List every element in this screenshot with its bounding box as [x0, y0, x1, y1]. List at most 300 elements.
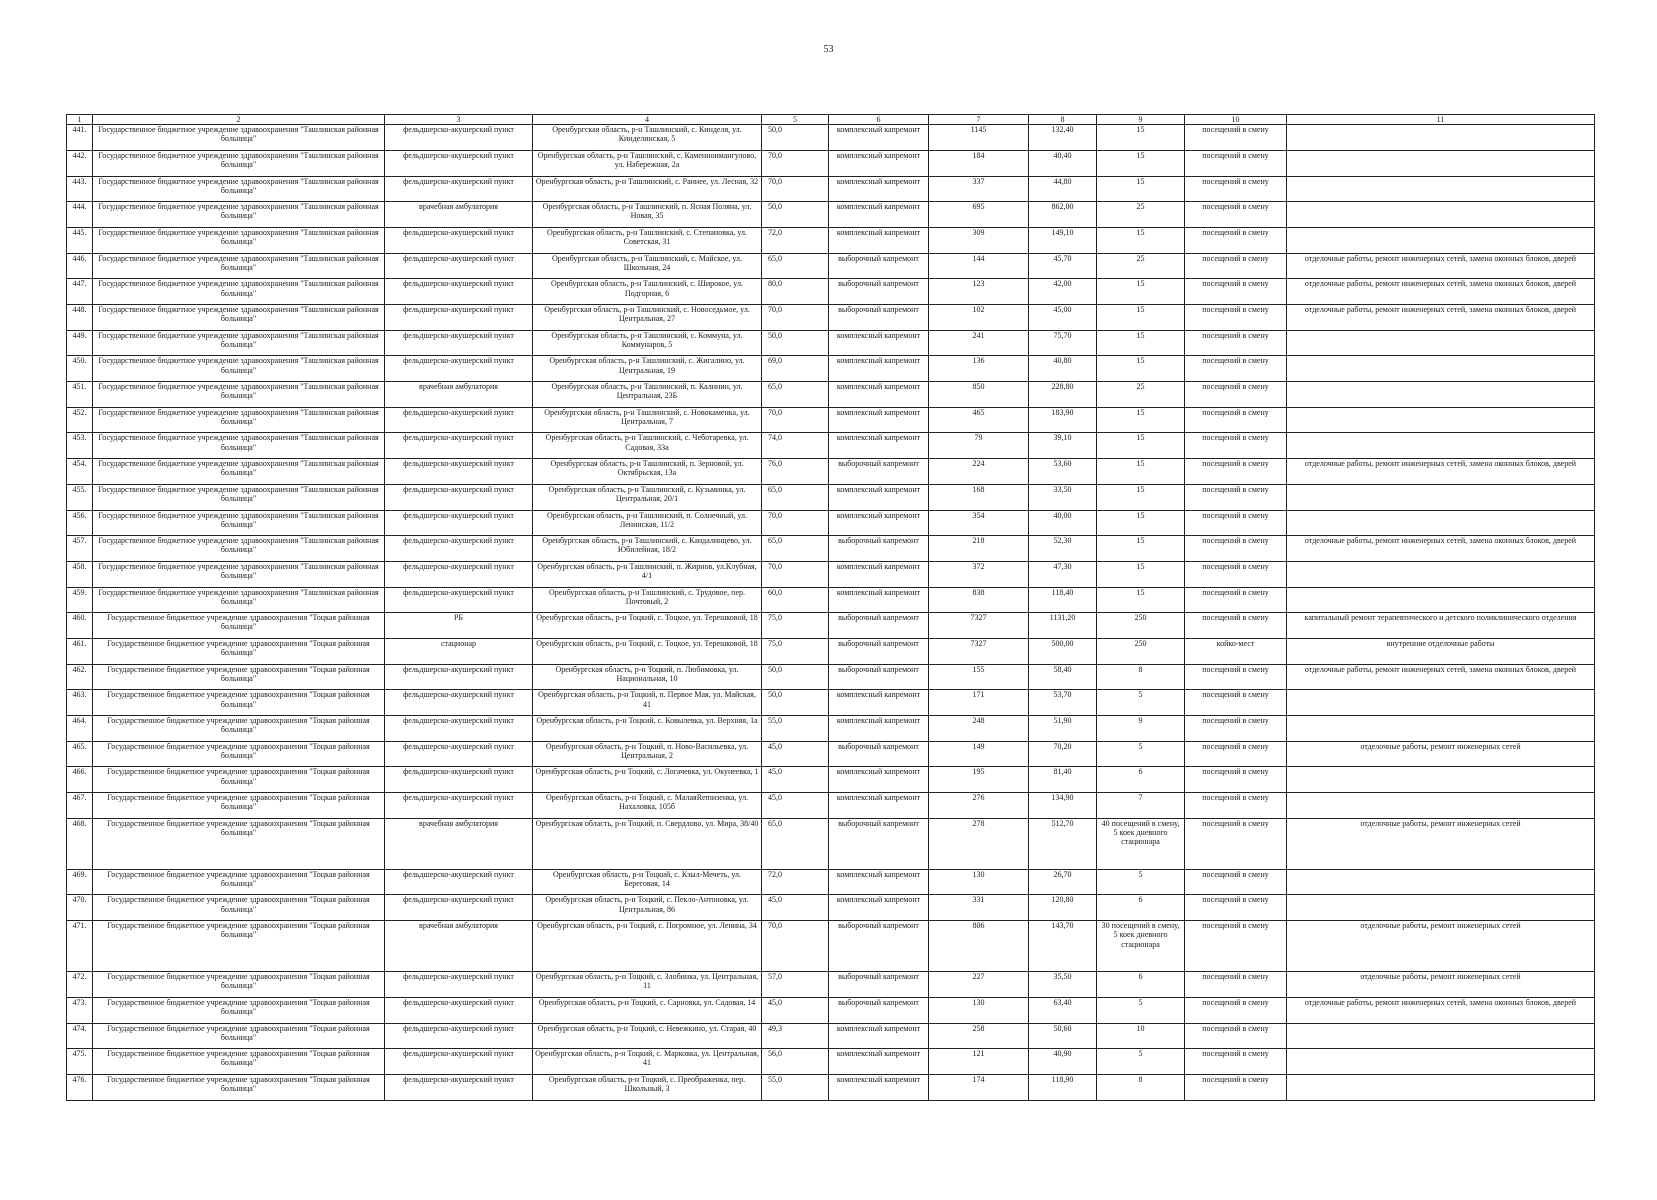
cell-capacity: 7 — [1097, 793, 1185, 819]
cell-capacity: 250 — [1097, 638, 1185, 664]
cell-repair-type: комплексный капремонт — [829, 767, 929, 793]
cell-facility-type: РБ — [385, 613, 533, 639]
cell-capacity: 25 — [1097, 253, 1185, 279]
cell-row-number: 471. — [67, 921, 93, 972]
cell-facility-type: стационар — [385, 638, 533, 664]
cell-institution: Государственное бюджетное учреждение здравоохранения "Ташлинская районная больница" — [93, 279, 385, 305]
cell-wear-percent: 45,0 — [762, 793, 829, 819]
cell-area: 79 — [929, 433, 1029, 459]
table-row — [67, 176, 1595, 202]
cell-cost: 228,80 — [1029, 382, 1097, 408]
cell-row-number: 442. — [67, 150, 93, 176]
cell-repair-type: выборочный капремонт — [829, 279, 929, 305]
cell-capacity: 15 — [1097, 459, 1185, 485]
cell-institution: Государственное бюджетное учреждение здравоохранения "Ташлинская районная больница" — [93, 253, 385, 279]
cell-capacity: 5 — [1097, 1049, 1185, 1075]
cell-repair-type: комплексный капремонт — [829, 382, 929, 408]
cell-institution: Государственное бюджетное учреждение здравоохранения "Тоцкая районная больница" — [93, 638, 385, 664]
column-header-7: 7 — [929, 115, 1029, 125]
cell-row-number: 456. — [67, 510, 93, 536]
cell-repair-type: комплексный капремонт — [829, 484, 929, 510]
cell-repair-type: комплексный капремонт — [829, 407, 929, 433]
cell-row-number: 452. — [67, 407, 93, 433]
cell-institution: Государственное бюджетное учреждение здравоохранения "Ташлинская районная больница" — [93, 202, 385, 228]
table-row — [67, 253, 1595, 279]
cell-capacity: 25 — [1097, 382, 1185, 408]
cell-works-description: отделочные работы, ремонт инженерных сетей, замена оконных блоков, дверей — [1287, 664, 1595, 690]
cell-area: 276 — [929, 793, 1029, 819]
cell-cost: 53,70 — [1029, 690, 1097, 716]
cell-works-description — [1287, 382, 1595, 408]
cell-repair-type: выборочный капремонт — [829, 664, 929, 690]
cell-row-number: 450. — [67, 356, 93, 382]
cell-cost: 500,00 — [1029, 638, 1097, 664]
table-row — [67, 587, 1595, 613]
cell-repair-type: комплексный капремонт — [829, 895, 929, 921]
column-header-6: 6 — [829, 115, 929, 125]
cell-repair-type: комплексный капремонт — [829, 1049, 929, 1075]
cell-capacity: 8 — [1097, 1074, 1185, 1100]
cell-capacity-unit: посещений в смену — [1185, 1049, 1287, 1075]
cell-address: Оренбургская область, р-н Ташлинский, с. Кинделя, ул. Кинделинская, 5 — [533, 125, 762, 151]
cell-address: Оренбургская область, р-н Тоцкий, с. Логачевка, ул. Окунеевка, 1 — [533, 767, 762, 793]
cell-cost: 42,00 — [1029, 279, 1097, 305]
cell-area: 184 — [929, 150, 1029, 176]
cell-works-description — [1287, 767, 1595, 793]
column-header-11: 11 — [1287, 115, 1595, 125]
cell-works-description: отделочные работы, ремонт инженерных сетей, замена оконных блоков, дверей — [1287, 997, 1595, 1023]
cell-works-description — [1287, 433, 1595, 459]
table-row — [67, 150, 1595, 176]
cell-area: 102 — [929, 305, 1029, 331]
cell-repair-type: комплексный капремонт — [829, 356, 929, 382]
cell-wear-percent: 50,0 — [762, 664, 829, 690]
cell-area: 309 — [929, 227, 1029, 253]
cell-cost: 52,30 — [1029, 536, 1097, 562]
table-row — [67, 279, 1595, 305]
cell-capacity-unit: посещений в смену — [1185, 767, 1287, 793]
cell-works-description: отделочные работы, ремонт инженерных сетей, замена оконных блоков, дверей — [1287, 459, 1595, 485]
cell-row-number: 473. — [67, 997, 93, 1023]
cell-row-number: 449. — [67, 330, 93, 356]
cell-address: Оренбургская область, р-н Ташлинский, с. Коммуна, ул. Коммунаров, 5 — [533, 330, 762, 356]
cell-institution: Государственное бюджетное учреждение здравоохранения "Тоцкая районная больница" — [93, 921, 385, 972]
cell-capacity: 6 — [1097, 767, 1185, 793]
cell-area: 195 — [929, 767, 1029, 793]
cell-cost: 58,40 — [1029, 664, 1097, 690]
cell-institution: Государственное бюджетное учреждение здравоохранения "Ташлинская районная больница" — [93, 330, 385, 356]
cell-wear-percent: 60,0 — [762, 587, 829, 613]
cell-facility-type: врачебная амбулатория — [385, 818, 533, 869]
cell-wear-percent: 70,0 — [762, 407, 829, 433]
cell-facility-type: фельдшерско-акушерский пункт — [385, 227, 533, 253]
cell-capacity-unit: посещений в смену — [1185, 407, 1287, 433]
cell-cost: 50,60 — [1029, 1023, 1097, 1049]
cell-institution: Государственное бюджетное учреждение здравоохранения "Тоцкая районная больница" — [93, 1023, 385, 1049]
cell-institution: Государственное бюджетное учреждение здравоохранения "Ташлинская районная больница" — [93, 459, 385, 485]
cell-capacity-unit: посещений в смену — [1185, 997, 1287, 1023]
cell-cost: 40,40 — [1029, 150, 1097, 176]
cell-repair-type: выборочный капремонт — [829, 921, 929, 972]
cell-capacity: 15 — [1097, 536, 1185, 562]
cell-repair-type: комплексный капремонт — [829, 510, 929, 536]
cell-cost: 40,80 — [1029, 356, 1097, 382]
cell-facility-type: врачебная амбулатория — [385, 382, 533, 408]
cell-capacity: 10 — [1097, 1023, 1185, 1049]
cell-institution: Государственное бюджетное учреждение здравоохранения "Тоцкая районная больница" — [93, 613, 385, 639]
cell-wear-percent: 65,0 — [762, 818, 829, 869]
cell-facility-type: фельдшерско-акушерский пункт — [385, 536, 533, 562]
cell-facility-type: фельдшерско-акушерский пункт — [385, 972, 533, 998]
cell-facility-type: фельдшерско-акушерский пункт — [385, 356, 533, 382]
cell-works-description — [1287, 1049, 1595, 1075]
cell-institution: Государственное бюджетное учреждение здравоохранения "Тоцкая районная больница" — [93, 664, 385, 690]
cell-row-number: 441. — [67, 125, 93, 151]
cell-capacity-unit: посещений в смену — [1185, 227, 1287, 253]
cell-institution: Государственное бюджетное учреждение здравоохранения "Ташлинская районная больница" — [93, 510, 385, 536]
cell-address: Оренбургская область, р-н Тоцкий, с. Тоцкое, ул. Терешковой, 18 — [533, 613, 762, 639]
cell-repair-type: выборочный капремонт — [829, 818, 929, 869]
cell-cost: 118,90 — [1029, 1074, 1097, 1100]
cell-institution: Государственное бюджетное учреждение здравоохранения "Тоцкая районная больница" — [93, 690, 385, 716]
cell-facility-type: фельдшерско-акушерский пункт — [385, 664, 533, 690]
cell-row-number: 451. — [67, 382, 93, 408]
cell-cost: 512,70 — [1029, 818, 1097, 869]
table-row — [67, 125, 1595, 151]
cell-works-description — [1287, 716, 1595, 742]
cell-institution: Государственное бюджетное учреждение здравоохранения "Тоцкая районная больница" — [93, 716, 385, 742]
cell-wear-percent: 70,0 — [762, 305, 829, 331]
cell-address: Оренбургская область, р-н Ташлинский, с. Новоседьмое, ул. Центральная, 27 — [533, 305, 762, 331]
cell-works-description: отделочные работы, ремонт инженерных сетей, замена оконных блоков, дверей — [1287, 536, 1595, 562]
cell-row-number: 468. — [67, 818, 93, 869]
cell-repair-type: комплексный капремонт — [829, 561, 929, 587]
cell-wear-percent: 76,0 — [762, 459, 829, 485]
table-row — [67, 305, 1595, 331]
cell-address: Оренбургская область, р-н Тоцкий, с. Невежкино, ул. Старая, 40 — [533, 1023, 762, 1049]
cell-repair-type: выборочный капремонт — [829, 253, 929, 279]
cell-wear-percent: 56,0 — [762, 1049, 829, 1075]
cell-facility-type: фельдшерско-акушерский пункт — [385, 997, 533, 1023]
cell-cost: 132,40 — [1029, 125, 1097, 151]
cell-cost: 45,70 — [1029, 253, 1097, 279]
cell-wear-percent: 65,0 — [762, 536, 829, 562]
table-row — [67, 330, 1595, 356]
cell-repair-type: выборочный капремонт — [829, 305, 929, 331]
cell-row-number: 448. — [67, 305, 93, 331]
cell-area: 695 — [929, 202, 1029, 228]
cell-address: Оренбургская область, р-н Тоцкий, с. Преображенка, пер. Школьный, 3 — [533, 1074, 762, 1100]
cell-row-number: 443. — [67, 176, 93, 202]
cell-capacity: 250 — [1097, 613, 1185, 639]
cell-capacity-unit: койко-мест — [1185, 638, 1287, 664]
cell-capacity: 15 — [1097, 305, 1185, 331]
cell-capacity: 15 — [1097, 510, 1185, 536]
cell-row-number: 446. — [67, 253, 93, 279]
cell-capacity: 15 — [1097, 176, 1185, 202]
table-row — [67, 1074, 1595, 1100]
cell-area: 248 — [929, 716, 1029, 742]
cell-row-number: 447. — [67, 279, 93, 305]
cell-institution: Государственное бюджетное учреждение здравоохранения "Ташлинская районная больница" — [93, 227, 385, 253]
cell-institution: Государственное бюджетное учреждение здравоохранения "Ташлинская районная больница" — [93, 587, 385, 613]
cell-cost: 70,20 — [1029, 741, 1097, 767]
cell-works-description — [1287, 510, 1595, 536]
cell-works-description — [1287, 227, 1595, 253]
cell-wear-percent: 50,0 — [762, 125, 829, 151]
cell-wear-percent: 45,0 — [762, 997, 829, 1023]
cell-capacity-unit: посещений в смену — [1185, 484, 1287, 510]
cell-address: Оренбургская область, р-н Ташлинский, с. Кандалинцево, ул. Юбилейная, 18/2 — [533, 536, 762, 562]
cell-cost: 81,40 — [1029, 767, 1097, 793]
cell-repair-type: комплексный капремонт — [829, 587, 929, 613]
cell-cost: 134,90 — [1029, 793, 1097, 819]
table-row — [67, 972, 1595, 998]
cell-row-number: 469. — [67, 869, 93, 895]
cell-repair-type: комплексный капремонт — [829, 227, 929, 253]
table-row — [67, 690, 1595, 716]
cell-row-number: 467. — [67, 793, 93, 819]
cell-institution: Государственное бюджетное учреждение здравоохранения "Ташлинская районная больница" — [93, 407, 385, 433]
cell-area: 224 — [929, 459, 1029, 485]
cell-wear-percent: 49,3 — [762, 1023, 829, 1049]
page-number: 53 — [823, 44, 834, 55]
cell-facility-type: фельдшерско-акушерский пункт — [385, 330, 533, 356]
cell-repair-type: выборочный капремонт — [829, 972, 929, 998]
cell-address: Оренбургская область, р-н Ташлинский, п. Зерновой, ул. Октябрьская, 13а — [533, 459, 762, 485]
cell-facility-type: фельдшерско-акушерский пункт — [385, 176, 533, 202]
cell-works-description — [1287, 202, 1595, 228]
cell-area: 123 — [929, 279, 1029, 305]
cell-capacity-unit: посещений в смену — [1185, 818, 1287, 869]
table-row — [67, 536, 1595, 562]
cell-row-number: 455. — [67, 484, 93, 510]
cell-repair-type: комплексный капремонт — [829, 330, 929, 356]
cell-institution: Государственное бюджетное учреждение здравоохранения "Ташлинская районная больница" — [93, 305, 385, 331]
cell-row-number: 461. — [67, 638, 93, 664]
cell-area: 149 — [929, 741, 1029, 767]
table-row — [67, 484, 1595, 510]
cell-institution: Государственное бюджетное учреждение здравоохранения "Ташлинская районная больница" — [93, 561, 385, 587]
cell-address: Оренбургская область, р-н Тоцкий, п. Ново-Васильевка, ул. Центральная, 2 — [533, 741, 762, 767]
cell-cost: 63,40 — [1029, 997, 1097, 1023]
cell-area: 168 — [929, 484, 1029, 510]
cell-address: Оренбургская область, р-н Тоцкий, с. Злобинка, ул. Центральная, 11 — [533, 972, 762, 998]
table-row — [67, 869, 1595, 895]
cell-area: 372 — [929, 561, 1029, 587]
cell-capacity: 30 посещений в смену, 5 коек дневного стационара — [1097, 921, 1185, 972]
cell-address: Оренбургская область, р-н Ташлинский, п. Ясная Поляна, ул. Новая, 35 — [533, 202, 762, 228]
cell-row-number: 472. — [67, 972, 93, 998]
cell-address: Оренбургская область, р-н Ташлинский, с. Кузьминка, ул. Центральная, 20/1 — [533, 484, 762, 510]
table-row — [67, 793, 1595, 819]
cell-row-number: 475. — [67, 1049, 93, 1075]
cell-facility-type: фельдшерско-акушерский пункт — [385, 484, 533, 510]
cell-cost: 862,00 — [1029, 202, 1097, 228]
cell-row-number: 459. — [67, 587, 93, 613]
cell-capacity: 15 — [1097, 227, 1185, 253]
cell-repair-type: комплексный капремонт — [829, 150, 929, 176]
cell-facility-type: фельдшерско-акушерский пункт — [385, 407, 533, 433]
cell-address: Оренбургская область, р-н Ташлинский, с. Каменноимангулово, ул. Набережная, 2а — [533, 150, 762, 176]
cell-wear-percent: 75,0 — [762, 638, 829, 664]
cell-institution: Государственное бюджетное учреждение здравоохранения "Тоцкая районная больница" — [93, 767, 385, 793]
cell-capacity-unit: посещений в смену — [1185, 972, 1287, 998]
cell-address: Оренбургская область, р-н Ташлинский, с. Чеботаревка, ул. Садовая, 33а — [533, 433, 762, 459]
cell-cost: 143,70 — [1029, 921, 1097, 972]
cell-capacity-unit: посещений в смену — [1185, 176, 1287, 202]
cell-institution: Государственное бюджетное учреждение здравоохранения "Тоцкая районная больница" — [93, 997, 385, 1023]
cell-capacity: 15 — [1097, 150, 1185, 176]
cell-capacity: 25 — [1097, 202, 1185, 228]
cell-address: Оренбургская область, р-н Тоцкий, с. Кзыл-Мечеть, ул. Береговая, 14 — [533, 869, 762, 895]
table-row — [67, 356, 1595, 382]
cell-works-description: внутренние отделочные работы — [1287, 638, 1595, 664]
cell-facility-type: фельдшерско-акушерский пункт — [385, 690, 533, 716]
cell-facility-type: фельдшерско-акушерский пункт — [385, 279, 533, 305]
cell-address: Оренбургская область, р-н Ташлинский, п. Жирнов, ул.Клубная, 4/1 — [533, 561, 762, 587]
cell-works-description — [1287, 1074, 1595, 1100]
cell-works-description — [1287, 895, 1595, 921]
cell-facility-type: фельдшерско-акушерский пункт — [385, 125, 533, 151]
table-row — [67, 767, 1595, 793]
cell-repair-type: выборочный капремонт — [829, 459, 929, 485]
table-row — [67, 510, 1595, 536]
cell-works-description — [1287, 869, 1595, 895]
cell-capacity: 15 — [1097, 125, 1185, 151]
cell-facility-type: фельдшерско-акушерский пункт — [385, 767, 533, 793]
cell-capacity-unit: посещений в смену — [1185, 716, 1287, 742]
cell-works-description: отделочные работы, ремонт инженерных сетей — [1287, 818, 1595, 869]
cell-institution: Государственное бюджетное учреждение здравоохранения "Ташлинская районная больница" — [93, 382, 385, 408]
table-row — [67, 202, 1595, 228]
cell-row-number: 444. — [67, 202, 93, 228]
cell-cost: 47,30 — [1029, 561, 1097, 587]
cell-capacity-unit: посещений в смену — [1185, 869, 1287, 895]
cell-row-number: 454. — [67, 459, 93, 485]
cell-cost: 44,80 — [1029, 176, 1097, 202]
cell-capacity-unit: посещений в смену — [1185, 895, 1287, 921]
cell-wear-percent: 50,0 — [762, 202, 829, 228]
table-row — [67, 1023, 1595, 1049]
cell-institution: Государственное бюджетное учреждение здравоохранения "Ташлинская районная больница" — [93, 536, 385, 562]
cell-area: 174 — [929, 1074, 1029, 1100]
cell-facility-type: фельдшерско-акушерский пункт — [385, 869, 533, 895]
cell-row-number: 476. — [67, 1074, 93, 1100]
cell-area: 465 — [929, 407, 1029, 433]
table-row — [67, 613, 1595, 639]
cell-wear-percent: 70,0 — [762, 921, 829, 972]
cell-repair-type: выборочный капремонт — [829, 613, 929, 639]
cell-institution: Государственное бюджетное учреждение здравоохранения "Тоцкая районная больница" — [93, 1049, 385, 1075]
cell-facility-type: фельдшерско-акушерский пункт — [385, 561, 533, 587]
cell-wear-percent: 45,0 — [762, 895, 829, 921]
cell-wear-percent: 80,0 — [762, 279, 829, 305]
cell-works-description — [1287, 793, 1595, 819]
cell-area: 130 — [929, 997, 1029, 1023]
cell-row-number: 470. — [67, 895, 93, 921]
column-header-10: 10 — [1185, 115, 1287, 125]
cell-area: 838 — [929, 587, 1029, 613]
cell-cost: 40,00 — [1029, 510, 1097, 536]
cell-capacity-unit: посещений в смену — [1185, 330, 1287, 356]
cell-capacity: 8 — [1097, 664, 1185, 690]
cell-works-description — [1287, 587, 1595, 613]
cell-row-number: 462. — [67, 664, 93, 690]
cell-capacity-unit: посещений в смену — [1185, 741, 1287, 767]
cell-repair-type: комплексный капремонт — [829, 125, 929, 151]
cell-row-number: 445. — [67, 227, 93, 253]
cell-repair-type: комплексный капремонт — [829, 793, 929, 819]
cell-works-description — [1287, 690, 1595, 716]
cell-area: 278 — [929, 818, 1029, 869]
cell-capacity-unit: посещений в смену — [1185, 690, 1287, 716]
cell-wear-percent: 65,0 — [762, 253, 829, 279]
cell-repair-type: комплексный капремонт — [829, 176, 929, 202]
cell-wear-percent: 65,0 — [762, 382, 829, 408]
cell-capacity: 5 — [1097, 741, 1185, 767]
cell-works-description — [1287, 407, 1595, 433]
cell-repair-type: комплексный капремонт — [829, 433, 929, 459]
cell-works-description — [1287, 356, 1595, 382]
table-row — [67, 407, 1595, 433]
cell-capacity-unit: посещений в смену — [1185, 613, 1287, 639]
cell-institution: Государственное бюджетное учреждение здравоохранения "Ташлинская районная больница" — [93, 484, 385, 510]
cell-capacity: 15 — [1097, 330, 1185, 356]
cell-facility-type: фельдшерско-акушерский пункт — [385, 150, 533, 176]
column-header-3: 3 — [385, 115, 533, 125]
cell-institution: Государственное бюджетное учреждение здравоохранения "Тоцкая районная больница" — [93, 1074, 385, 1100]
cell-row-number: 460. — [67, 613, 93, 639]
cell-facility-type: фельдшерско-акушерский пункт — [385, 1074, 533, 1100]
cell-institution: Государственное бюджетное учреждение здравоохранения "Ташлинская районная больница" — [93, 176, 385, 202]
table-row — [67, 433, 1595, 459]
cell-repair-type: выборочный капремонт — [829, 638, 929, 664]
cell-wear-percent: 55,0 — [762, 1074, 829, 1100]
cell-wear-percent: 72,0 — [762, 227, 829, 253]
cell-row-number: 457. — [67, 536, 93, 562]
table-row — [67, 561, 1595, 587]
cell-cost: 53,60 — [1029, 459, 1097, 485]
data-table — [66, 114, 1595, 1101]
cell-works-description: отделочные работы, ремонт инженерных сетей, замена оконных блоков, дверей — [1287, 253, 1595, 279]
cell-wear-percent: 70,0 — [762, 510, 829, 536]
cell-area: 121 — [929, 1049, 1029, 1075]
cell-area: 218 — [929, 536, 1029, 562]
cell-capacity-unit: посещений в смену — [1185, 536, 1287, 562]
cell-cost: 75,70 — [1029, 330, 1097, 356]
cell-institution: Государственное бюджетное учреждение здравоохранения "Тоцкая районная больница" — [93, 741, 385, 767]
cell-area: 136 — [929, 356, 1029, 382]
cell-works-description — [1287, 330, 1595, 356]
cell-capacity-unit: посещений в смену — [1185, 279, 1287, 305]
cell-area: 1145 — [929, 125, 1029, 151]
cell-wear-percent: 70,0 — [762, 150, 829, 176]
table-header-row — [67, 115, 1595, 125]
cell-capacity-unit: посещений в смену — [1185, 664, 1287, 690]
cell-facility-type: фельдшерско-акушерский пункт — [385, 793, 533, 819]
cell-capacity: 15 — [1097, 587, 1185, 613]
cell-wear-percent: 72,0 — [762, 869, 829, 895]
cell-area: 227 — [929, 972, 1029, 998]
column-header-5: 5 — [762, 115, 829, 125]
cell-area: 171 — [929, 690, 1029, 716]
cell-address: Оренбургская область, р-н Ташлинский, с. Широкое, ул. Подгорная, 6 — [533, 279, 762, 305]
cell-capacity: 15 — [1097, 279, 1185, 305]
cell-facility-type: фельдшерско-акушерский пункт — [385, 587, 533, 613]
cell-area: 258 — [929, 1023, 1029, 1049]
cell-row-number: 458. — [67, 561, 93, 587]
